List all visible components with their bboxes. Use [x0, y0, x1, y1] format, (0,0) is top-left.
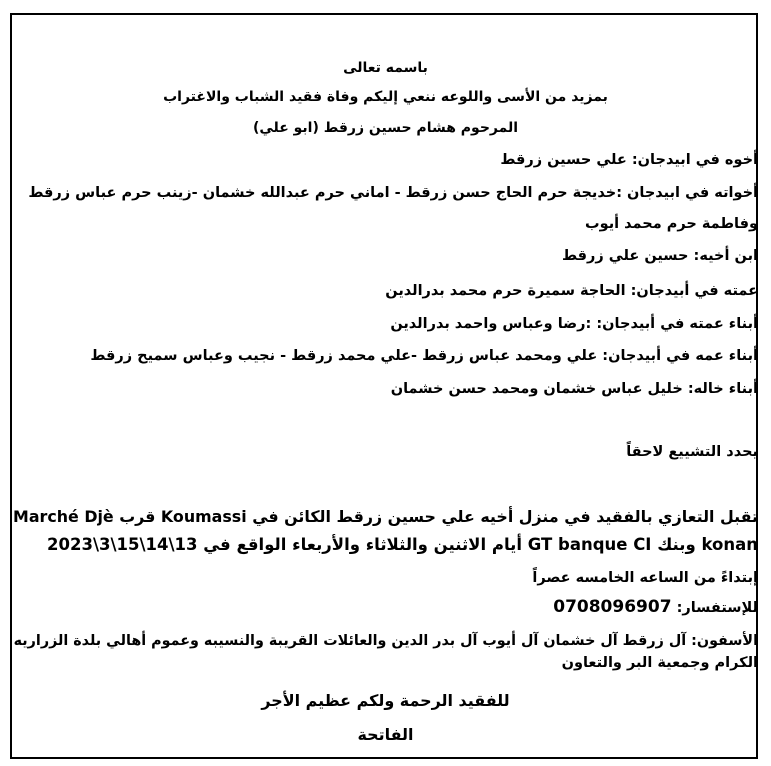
- relative-line-sisters-cont: وفاطمة حرم محمد أيوب: [585, 216, 758, 232]
- relative-line-maternal-cousins: أبناء خاله: خليل عباس خشمان ومحمد حسن خشمان: [390, 381, 758, 397]
- inquiry-label: للإستفسار:: [671, 600, 758, 616]
- deceased-name: المرحوم هشام حسين زرقط (ابو علي): [252, 120, 519, 136]
- relative-line-sisters: أخواته في ابيدجان :خديجة حرم الحاج حسن زرقط - اماني حرم عبدالله خشمان -زينب حرم عباس زرقط: [28, 185, 758, 201]
- condolence-line-2: konan وبنك GT banque CI أيام الاثنين والثلاثاء والأربعاء الواقع في 13\14\15\3\2023: [47, 535, 758, 554]
- condolence-line-3: إبتداءً من الساعه الخامسه عصراً: [532, 570, 758, 586]
- basmala: باسمه تعالى: [343, 60, 428, 76]
- relative-line-aunt-children: أبناء عمته في أبيدجان: :رضا وعباس واحمد بدرالدين: [390, 316, 758, 332]
- relative-line-aunt: عمته في أبيدجان: الحاجة سميرة حرم محمد بدرالدين: [385, 283, 758, 299]
- inquiry-phone: 0708096907: [553, 597, 672, 617]
- closing-fatiha: الفاتحة: [357, 725, 414, 744]
- mourners-line-1: الأسفون: آل زرقط آل خشمان آل أيوب آل بدر الدين والعائلات القريبة والنسيبه وعموم أهالي بلدة الزراريه: [13, 633, 758, 649]
- mourners-line-2: الكرام وجمعية البر والتعاون: [561, 655, 758, 671]
- funeral-notice: يحدد التشييع لاحقاً: [626, 444, 758, 460]
- inquiry-line: [553, 596, 758, 619]
- relative-line-uncle-children: أبناء عمه في أبيدجان: علي ومحمد عباس زرقط -علي محمد زرقط - نجيب وعباس سميح زرقط: [90, 348, 758, 364]
- announcement-line: بمزيد من الأسى واللوعه ننعي إليكم وفاة فقيد الشباب والاغتراب: [163, 89, 608, 105]
- relative-line-nephew: ابن أخيه: حسين علي زرقط: [562, 248, 758, 264]
- condolence-line-1: تقبل التعازي بالفقيد في منزل أخيه علي حسين زرقط الكائن في Koumassi قرب Marché Djè: [13, 507, 758, 526]
- closing-prayer: للفقيد الرحمة ولكم عظيم الأجر: [261, 691, 510, 710]
- relative-line-brother: أخوه في ابيدجان: علي حسين زرقط: [500, 152, 758, 168]
